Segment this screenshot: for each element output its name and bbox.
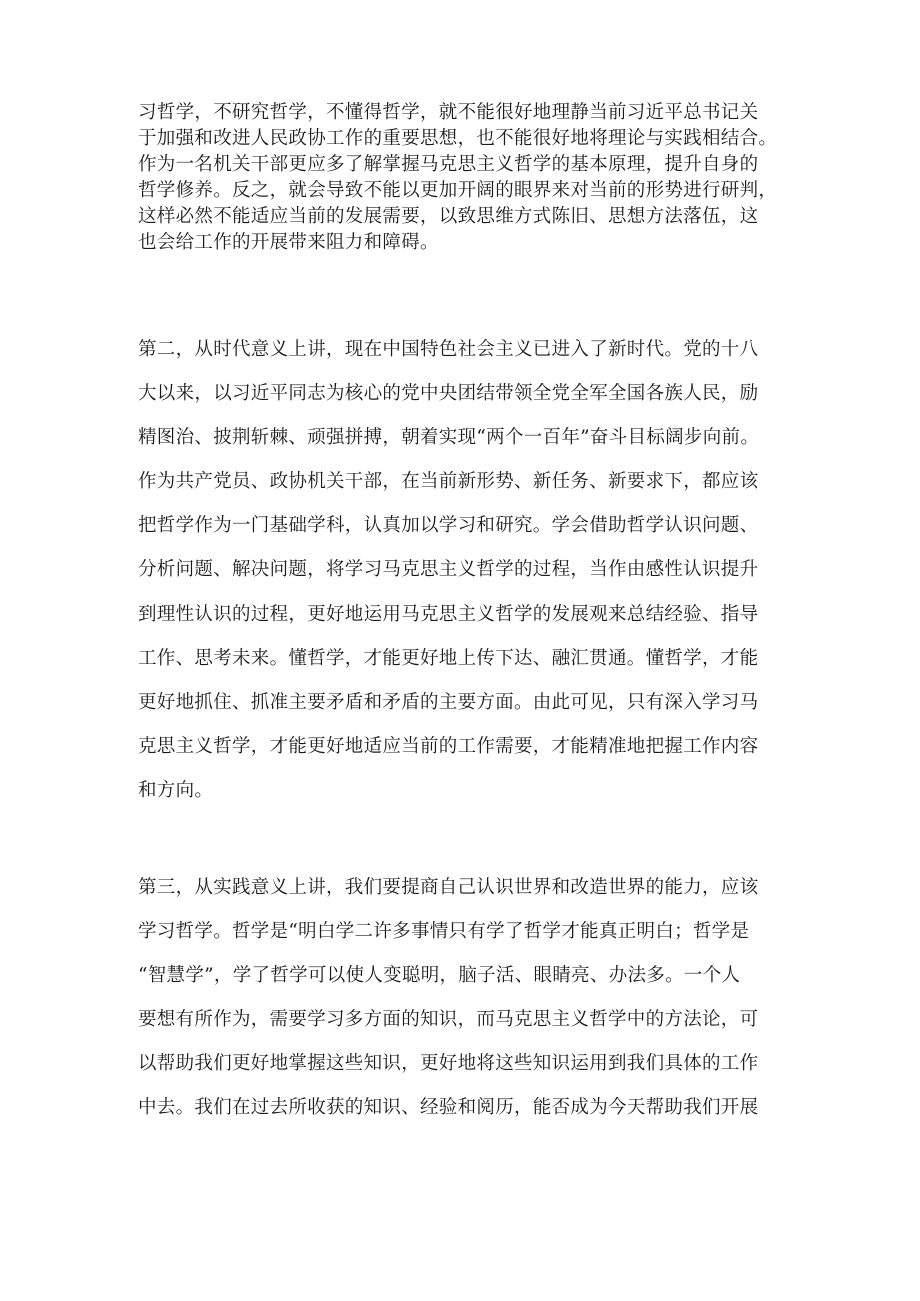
text-line: 学习哲学。哲学是“明白学二许多事情只有学了哲学才能真正明白；哲学是: [138, 921, 750, 943]
text-line: 和方向。: [138, 779, 214, 801]
text-line: 要想有所作为，需要学习多方面的知识，而马克思主义哲学中的方法论，可: [138, 1009, 759, 1031]
text-line: 作为共产党员、政协机关干部，在当前新形势、新任务、新要求下，都应该: [138, 471, 759, 493]
text-line: 大以来，以习近平同志为核心的党中央团结带领全党全军全国各族人民，励: [138, 383, 759, 405]
text-line: 精图治、披荆斩棘、顽强拼搏，朝着实现“两个一百年”奋斗目标阔步向前。: [138, 427, 760, 449]
paragraph-3: [138, 866, 798, 1131]
text-line: 分析问题、解决问题，将学习马克思主义哲学的过程，当作由感性认识提升: [138, 559, 759, 581]
text-line: 于加强和改进人民政协工作的重要思想，也不能很好地将理论与实践相结合。: [138, 128, 778, 149]
text-line: 哲学修养。反之，就会导致不能以更加开阔的眼界来对当前的形势进行研判，: [138, 180, 778, 201]
text-line: 更好地抓住、抓准主要矛盾和矛盾的主要方面。由此可见，只有深入学习马: [138, 691, 759, 713]
text-line: 克思主义哲学，才能更好地适应当前的工作需要，才能精准地把握工作内容: [138, 735, 759, 757]
text-line: 到理性认识的过程，更好地运用马克思主义哲学的发展观来总结经验、指导: [138, 603, 759, 625]
text-line: 第三，从实践意义上讲，我们要提商自己认识世界和改造世界的能力，应该: [138, 877, 759, 898]
paragraph-2: [138, 328, 798, 813]
text-line: 第二，从时代意义上讲，现在中国特色社会主义已进入了新时代。党的十八: [138, 339, 759, 360]
text-line: 把哲学作为一门基础学科，认真加以学习和研究。学会借助哲学认识问题、: [138, 515, 759, 537]
text-line: 作为一名机关干部更应多了解掌握马克思主义哲学的基本原理，提升自身的: [138, 154, 759, 175]
text-line: 中去。我们在过去所收获的知识、经验和阅历，能否成为今天帮助我们开展: [138, 1097, 759, 1119]
text-line: 以帮助我们更好地掌握这些知识，更好地将这些知识运用到我们具体的工作: [138, 1053, 759, 1075]
text-line: 习哲学，不研究哲学，不懂得哲学，就不能很好地理静当前习近平总书记关: [138, 102, 759, 123]
text-line: 这样必然不能适应当前的发展需要，以致思维方式陈旧、思想方法落伍，这: [138, 206, 759, 227]
text-line: 工作、思考未来。懂哲学，才能更好地上传下达、融汇贯通。懂哲学，才能: [138, 647, 759, 669]
paragraph-1: [138, 100, 798, 256]
text-line: 也会给工作的开展带来阻力和障碍。: [138, 232, 439, 253]
text-line: “智慧学”，学了哲学可以使人变聪明，脑子活、眼睛亮、办法多。一个人: [138, 965, 741, 987]
